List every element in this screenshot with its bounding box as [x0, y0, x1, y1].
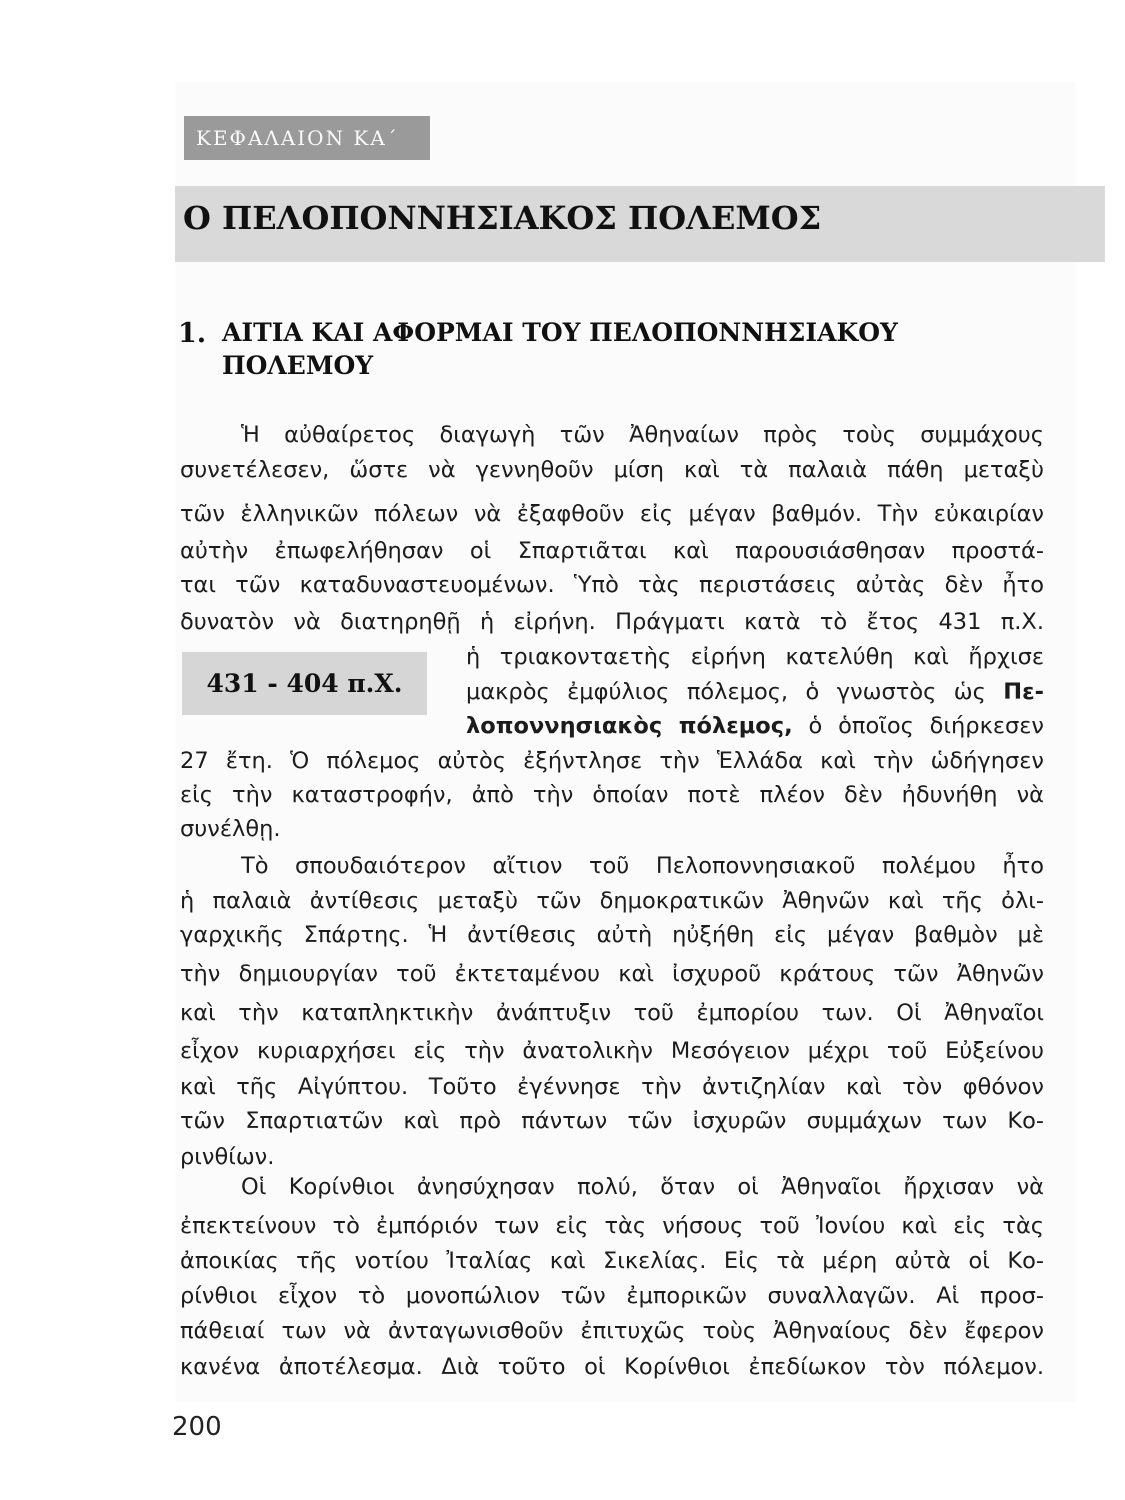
text-line: καὶ τὴν καταπληκτικὴν ἀνάπτυξιν τοῦ ἐμπορίου των. Οἱ Ἀθηναῖοι: [180, 1000, 1044, 1026]
text-line: καὶ τῆς Αἰγύπτου. Τοῦτο ἐγέννησε τὴν ἀντιζηλίαν καὶ τὸν φθόνον: [180, 1074, 1044, 1100]
text-span: ὁ ὁποῖος διήρκεσεν: [808, 713, 1044, 739]
text-line: εἰς τὴν καταστροφήν, ἀπὸ τὴν ὁποίαν ποτὲ πλέον δὲν ἠδυνήθη νὰ: [180, 782, 1044, 808]
text-line: Οἱ Κορίνθιοι ἀνησύχησαν πολύ, ὅταν οἱ Ἀθηναῖοι ἤρχισαν νὰ: [241, 1174, 1044, 1200]
text-line: Τὸ σπουδαιότερον αἴτιον τοῦ Πελοποννησιακοῦ πολέμου ἦτο: [241, 853, 1044, 879]
chapter-label: ΚΕΦΑΛΑΙΟΝ ΚΑ΄: [184, 116, 430, 160]
text-line: ρίνθιοι εἶχον τὸ μονοπώλιον τῶν ἐμπορικῶν συναλλαγῶν. Αἱ προσ-: [180, 1283, 1044, 1309]
text-line: ἡ παλαιὰ ἀντίθεσις μεταξὺ τῶν δημοκρατικῶν Ἀθηνῶν καὶ τῆς ὀλι-: [180, 888, 1044, 914]
text-line: 27 ἔτη. Ὁ πόλεμος αὐτὸς ἐξήντλησε τὴν Ἑλλάδα καὶ τὴν ὡδήγησεν: [180, 748, 1044, 774]
text-line: τὴν δημιουργίαν τοῦ ἐκτεταμένου καὶ ἰσχυροῦ κράτους τῶν Ἀθηνῶν: [180, 961, 1044, 987]
text-line: ἀποικίας τῆς νοτίου Ἰταλίας καὶ Σικελίας. Εἰς τὰ μέρη αὐτὰ οἱ Κο-: [180, 1248, 1044, 1274]
text-line: συνετέλεσεν, ὥστε νὰ γεννηθοῦν μίση καὶ τὰ παλαιὰ πάθη μεταξὺ: [180, 457, 1044, 483]
text-line: ται τῶν καταδυναστευομένων. Ὑπὸ τὰς περιστάσεις αὐτὰς δὲν ἦτο: [180, 572, 1044, 598]
text-line: τῶν ἑλληνικῶν πόλεων νὰ ἐξαφθοῦν εἰς μέγαν βαθμόν. Τὴν εὐκαιρίαν: [180, 501, 1044, 527]
date-range-box: 431 - 404 π.Χ.: [182, 652, 427, 715]
text-span: μακρὸς ἐμφύλιος πόλεμος, ὁ γνωστὸς ὡς: [466, 679, 986, 705]
text-line: ἡ τριακονταετὴς εἰρήνη κατελύθη καὶ ἤρχισε: [466, 644, 1044, 670]
text-line: Ἡ αὐθαίρετος διαγωγὴ τῶν Ἀθηναίων πρὸς τοὺς συμμάχους: [241, 422, 1044, 448]
text-line: τῶν Σπαρτιατῶν καὶ πρὸ πάντων τῶν ἰσχυρῶν συμμάχων των Κο-: [180, 1108, 1044, 1134]
section-title: ΑΙΤΙΑ ΚΑΙ ΑΦΟΡΜΑΙ ΤΟΥ ΠΕΛΟΠΟΝΝΗΣΙΑΚΟΥ ΠΟΛΕΜΟΥ: [222, 318, 898, 380]
bold-term: Πε-: [1003, 679, 1044, 705]
text-line: [466, 709, 1044, 743]
text-line: γαρχικῆς Σπάρτης. Ἡ ἀντίθεσις αὐτὴ ηὐξήθη εἰς μέγαν βαθμὸν μὲ: [180, 922, 1044, 948]
chapter-title: Ο ΠΕΛΟΠΟΝΝΗΣΙΑΚΟΣ ΠΟΛΕΜΟΣ: [183, 199, 822, 237]
text-line: ἐπεκτείνουν τὸ ἐμπόριόν των εἰς τὰς νήσους τοῦ Ἰονίου καὶ εἰς τὰς: [180, 1213, 1044, 1239]
text-line: κανένα ἀποτέλεσμα. Διὰ τοῦτο οἱ Κορίνθιοι ἐπεδίωκον τὸν πόλεμον.: [180, 1354, 1044, 1380]
section-number: 1.: [178, 318, 207, 349]
text-line: εἶχον κυριαρχήσει εἰς τὴν ἀνατολικὴν Μεσόγειον μέχρι τοῦ Εὐξείνου: [180, 1038, 1044, 1064]
text-line: πάθειαί των νὰ ἀνταγωνισθοῦν ἐπιτυχῶς τοὺς Ἀθηναίους δὲν ἔφερον: [180, 1318, 1044, 1344]
text-line: ρινθίων.: [180, 1144, 275, 1170]
text-line: αὐτὴν ἐπωφελήθησαν οἱ Σπαρτιᾶται καὶ παρουσιάσθησαν προστά-: [180, 538, 1044, 564]
text-line: δυνατὸν νὰ διατηρηθῇ ἡ εἰρήνη. Πράγματι κατὰ τὸ ἔτος 431 π.Χ.: [180, 609, 1044, 635]
text-line: [466, 675, 1044, 709]
page-number: 200: [172, 1412, 222, 1442]
bold-term: λοποννησιακὸς πόλεμος,: [466, 713, 793, 739]
text-line: συνέλθῃ.: [180, 816, 281, 842]
